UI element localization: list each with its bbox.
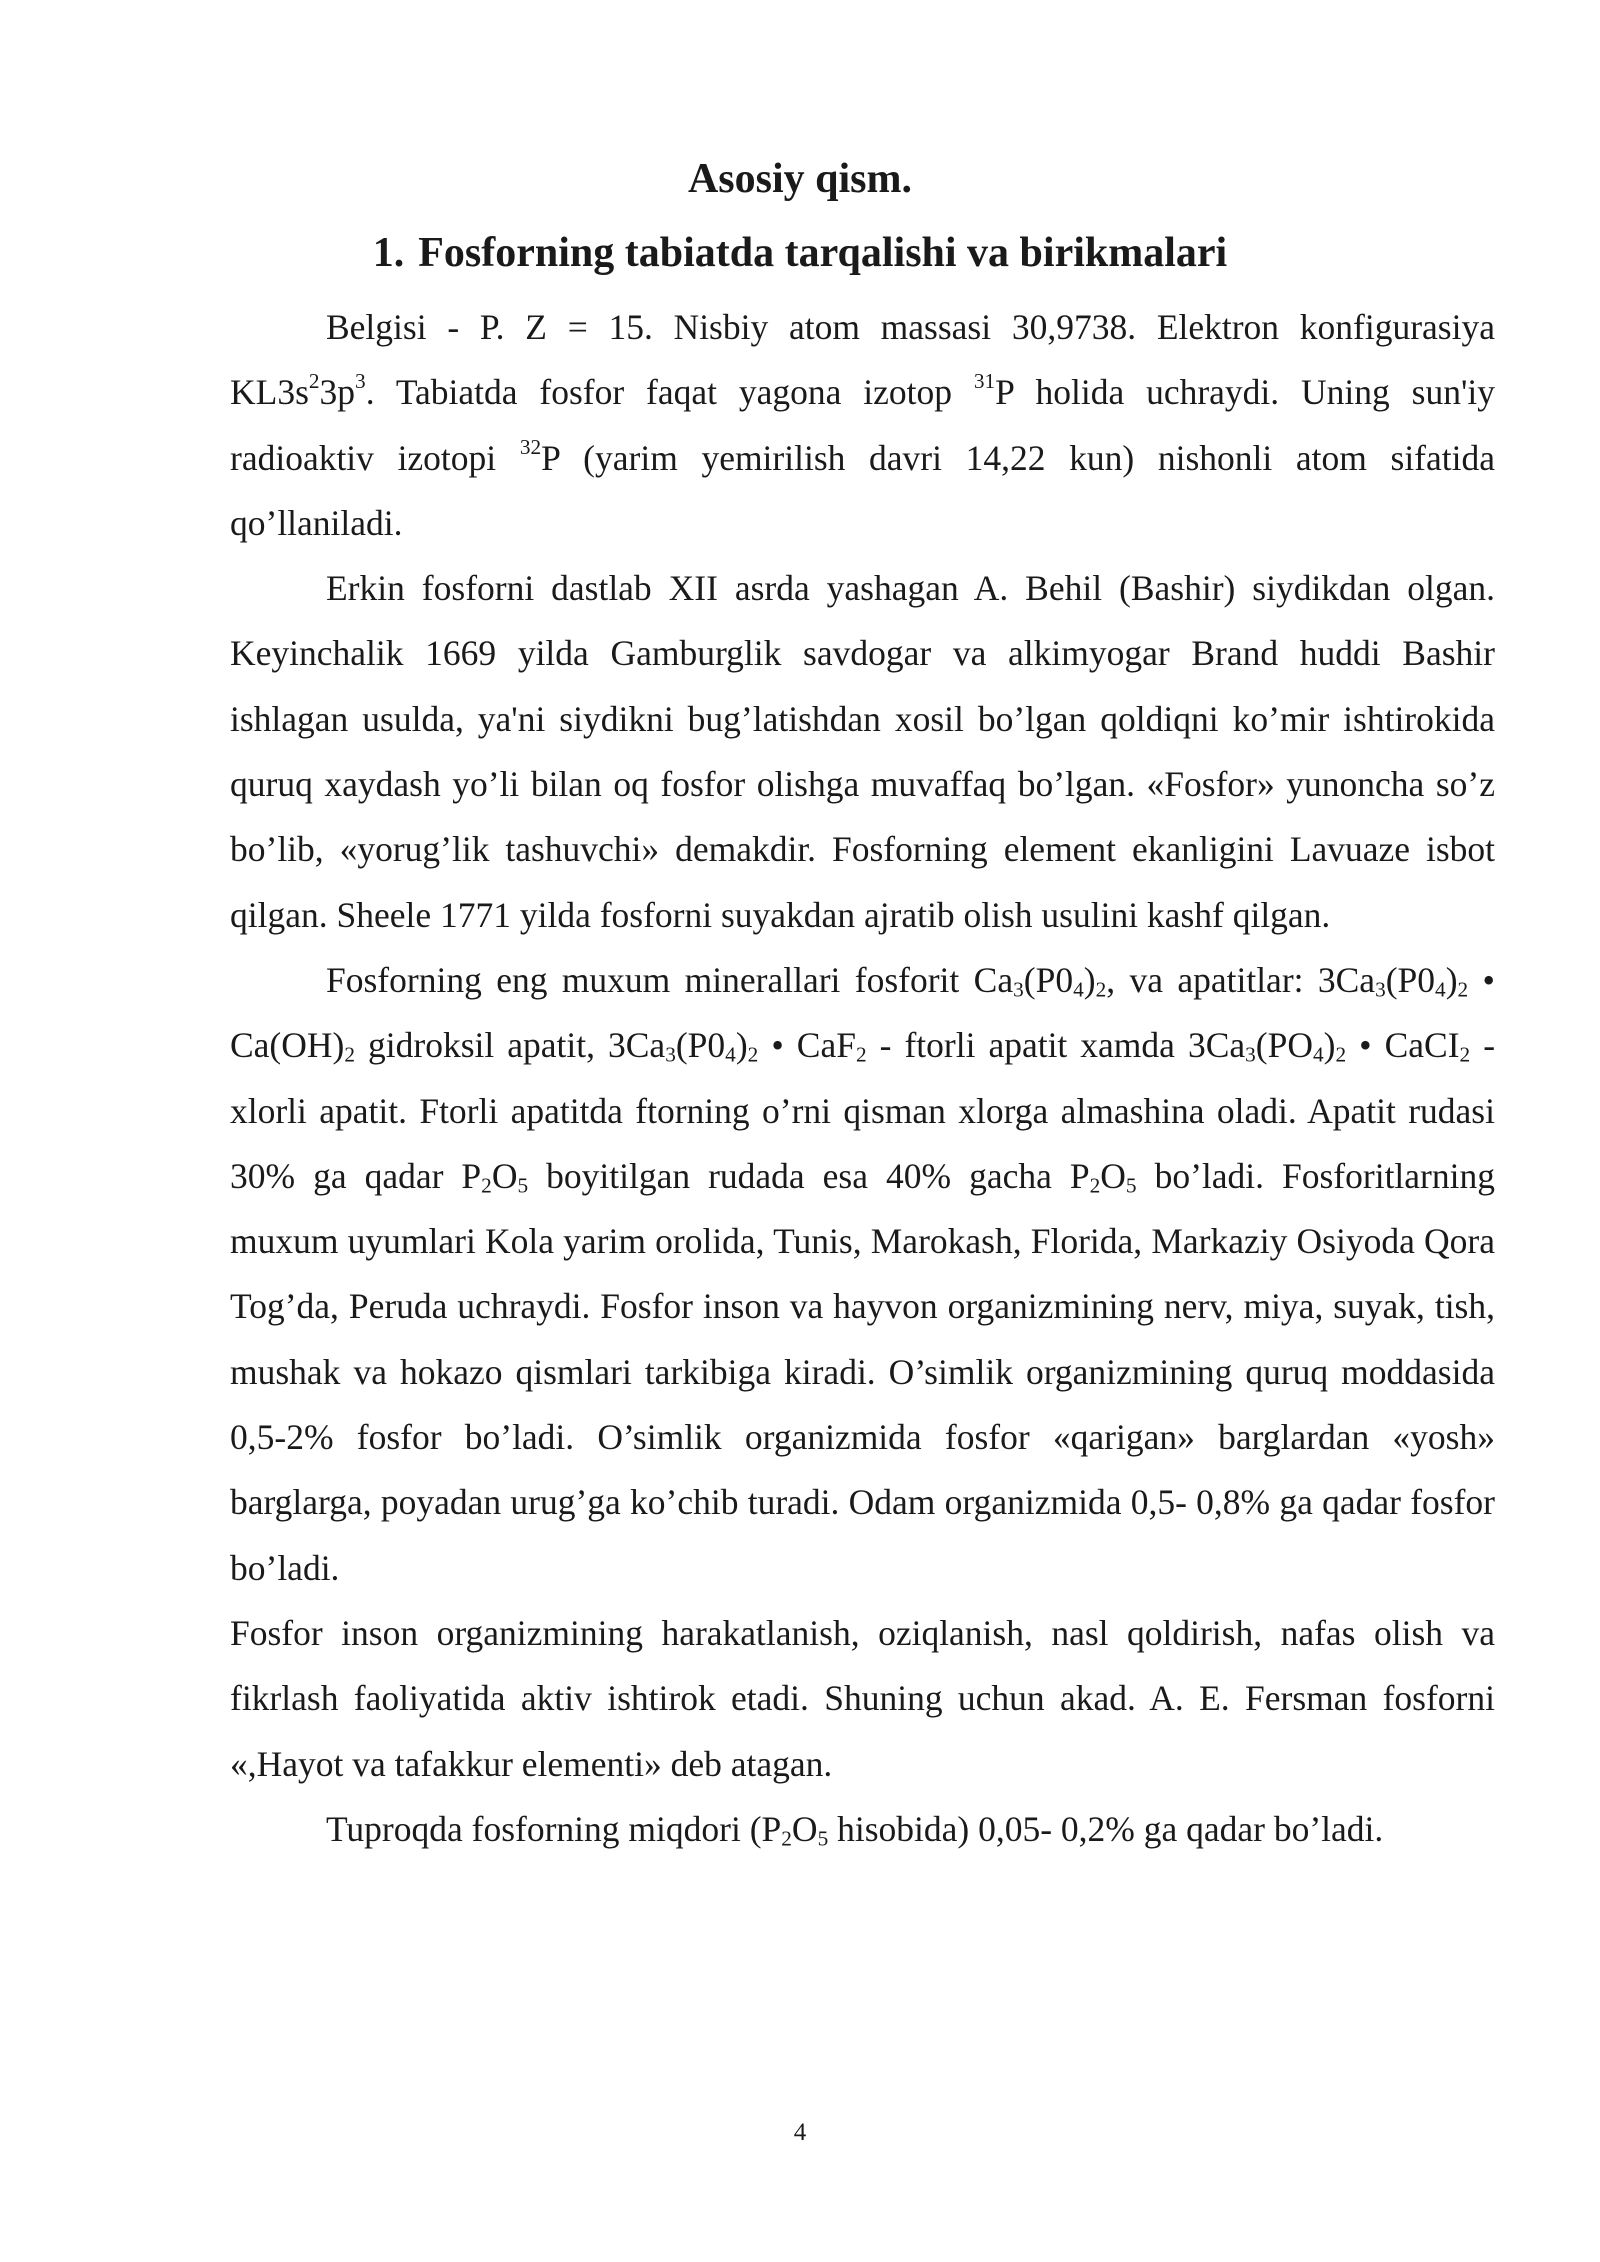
superscript: 2 [308, 369, 320, 394]
section-heading [0, 228, 1600, 278]
text-run: , va apatitlar: 3Ca [1106, 959, 1376, 1000]
subscript: 5 [517, 1173, 529, 1198]
text-run: O [791, 1808, 818, 1849]
subscript: 2 [747, 1042, 759, 1067]
paragraph-history: Erkin fosforni dastlab XII asrda yashagan A. Behil (Bashir) siydikdan olgan. Keyinchalik 1669 yilda Gamburglik savdogar va alkimyogar Brand huddi Bashir ishlagan usulda, ya'ni siydikni bug’latishdan xosil bo’lgan qoldiqni ko’mir ishtirokida quruq xaydash yo’li bilan oq fosfor olishga muvaffaq bo’lgan. «Fosfor» yunoncha so’z bo’lib, «yorug’lik tashuvchi» demakdir. Fosforning element ekanligini Lavuaze isbot qilgan. Sheele 1771 yilda fosforni suyakdan ajratib olish usulini kashf qilgan. [230, 568, 1495, 935]
text-run: O [491, 1155, 518, 1196]
subscript: 3 [1375, 977, 1386, 1002]
superscript: 32 [519, 434, 542, 459]
text-run: ) [735, 1025, 748, 1066]
text-run: (P0 [1023, 959, 1074, 1000]
body-text [230, 295, 1495, 1862]
text-run: 3p [319, 372, 356, 413]
subscript: 3 [1245, 1042, 1256, 1067]
paragraph-soil [230, 1797, 1495, 1862]
text-run: Tuproqda fosforning miqdori (P [326, 1808, 782, 1849]
subscript: 4 [1073, 977, 1084, 1002]
subscript: 2 [481, 1173, 492, 1198]
page-title [0, 154, 1600, 204]
text-run: bo’ladi. Fosforitlarning muxum uyumlari Kola yarim orolida, Tunis, Marokash, Florida, Markaziy Osiyoda Qora Tog’da, Peruda uchraydi. Fosfor inson va hayvon organizmining nerv, miya, suyak, tish, mushak va hokazo qismlari tarkibiga kiradi. O’simlik organizmining quruq moddasida 0,5-2% fosfor bo’ladi. O’simlik organizmida fosfor «qarigan» barglardan «yosh» barglarga, poyadan urug’ga ko’chib turadi. Odam organizmida 0,5- 0,8% ga qadar fosfor bo’ladi. [230, 1155, 1495, 1588]
subscript: 3 [665, 1042, 676, 1067]
text-run: • CaF [758, 1025, 856, 1066]
text-run: Belgisi - P. Z = 15. Nisbiy atom massasi 30,9738. Elektron konfigurasiya KL3s [230, 307, 1495, 413]
subscript: 2 [781, 1826, 792, 1851]
subscript: 4 [725, 1042, 736, 1067]
text-run: - ftorli apatit xamda 3Ca [866, 1025, 1246, 1066]
text-run: • Ca(OH) [230, 959, 1495, 1066]
subscript: 3 [1013, 977, 1024, 1002]
page-number: 4 [793, 2119, 807, 2146]
text-run: ) [1323, 1025, 1336, 1066]
text-run: O [1100, 1155, 1126, 1196]
subscript: 5 [1125, 1173, 1137, 1198]
paragraph-minerals [230, 948, 1495, 1601]
text-run: (P0 [675, 1025, 726, 1066]
text-run: P (yarim yemirilish davri 14,22 kun) nishonli atom sifatida qo’llaniladi. [230, 437, 1495, 543]
subscript: 5 [817, 1826, 829, 1851]
subscript: 4 [1313, 1042, 1324, 1067]
page-title-text: Asosiy qism. [687, 156, 913, 202]
text-run: gidroksil apatit, 3Ca [355, 1025, 666, 1066]
superscript: 31 [973, 369, 996, 394]
text-run: ) [1445, 959, 1458, 1000]
text-run: • CaCI [1346, 1025, 1460, 1066]
text-run: P holida uchraydi. Uning sun'iy radioaktiv izotopi [230, 372, 1495, 478]
text-run: Fosforning eng muxum minerallari fosforit Ca [326, 959, 1014, 1000]
subscript: 4 [1435, 977, 1446, 1002]
section-title: Fosforning tabiatda tarqalishi va birikmalari [418, 230, 1228, 276]
subscript: 2 [1095, 977, 1107, 1002]
paragraph-element-info [230, 295, 1495, 556]
text-run: ) [1083, 959, 1096, 1000]
subscript: 2 [1335, 1042, 1347, 1067]
text-run: (PO [1255, 1025, 1313, 1066]
section-number: 1. [372, 230, 405, 276]
subscript: 2 [1089, 1173, 1101, 1198]
paragraph-biology: Fosfor inson organizmining harakatlanish, oziqlanish, nasl qoldirish, nafas olish va fikrlash faoliyatida aktiv ishtirok etadi. Shuning uchun akad. A. E. Fersman fosforni «,Hayot va tafakkur elementi» deb atagan. [230, 1612, 1495, 1784]
text-run: - xlorli apatit. Ftorli apatitda ftorning o’rni qisman xlorga almashina oladi. Apatit rudasi 30% ga qadar P [230, 1025, 1496, 1196]
text-run: boyitilgan rudada esa 40% gacha P [528, 1155, 1090, 1196]
superscript: 3 [355, 369, 366, 394]
text-run: (P0 [1385, 959, 1436, 1000]
subscript: 2 [1459, 1042, 1471, 1067]
subscript: 2 [344, 1042, 356, 1067]
subscript: 2 [855, 1042, 867, 1067]
text-run: hisobida) 0,05- 0,2% ga qadar bo’ladi. [828, 1808, 1384, 1849]
text-run: . Tabiatda fosfor faqat yagona izotop [365, 372, 974, 413]
subscript: 2 [1457, 977, 1469, 1002]
